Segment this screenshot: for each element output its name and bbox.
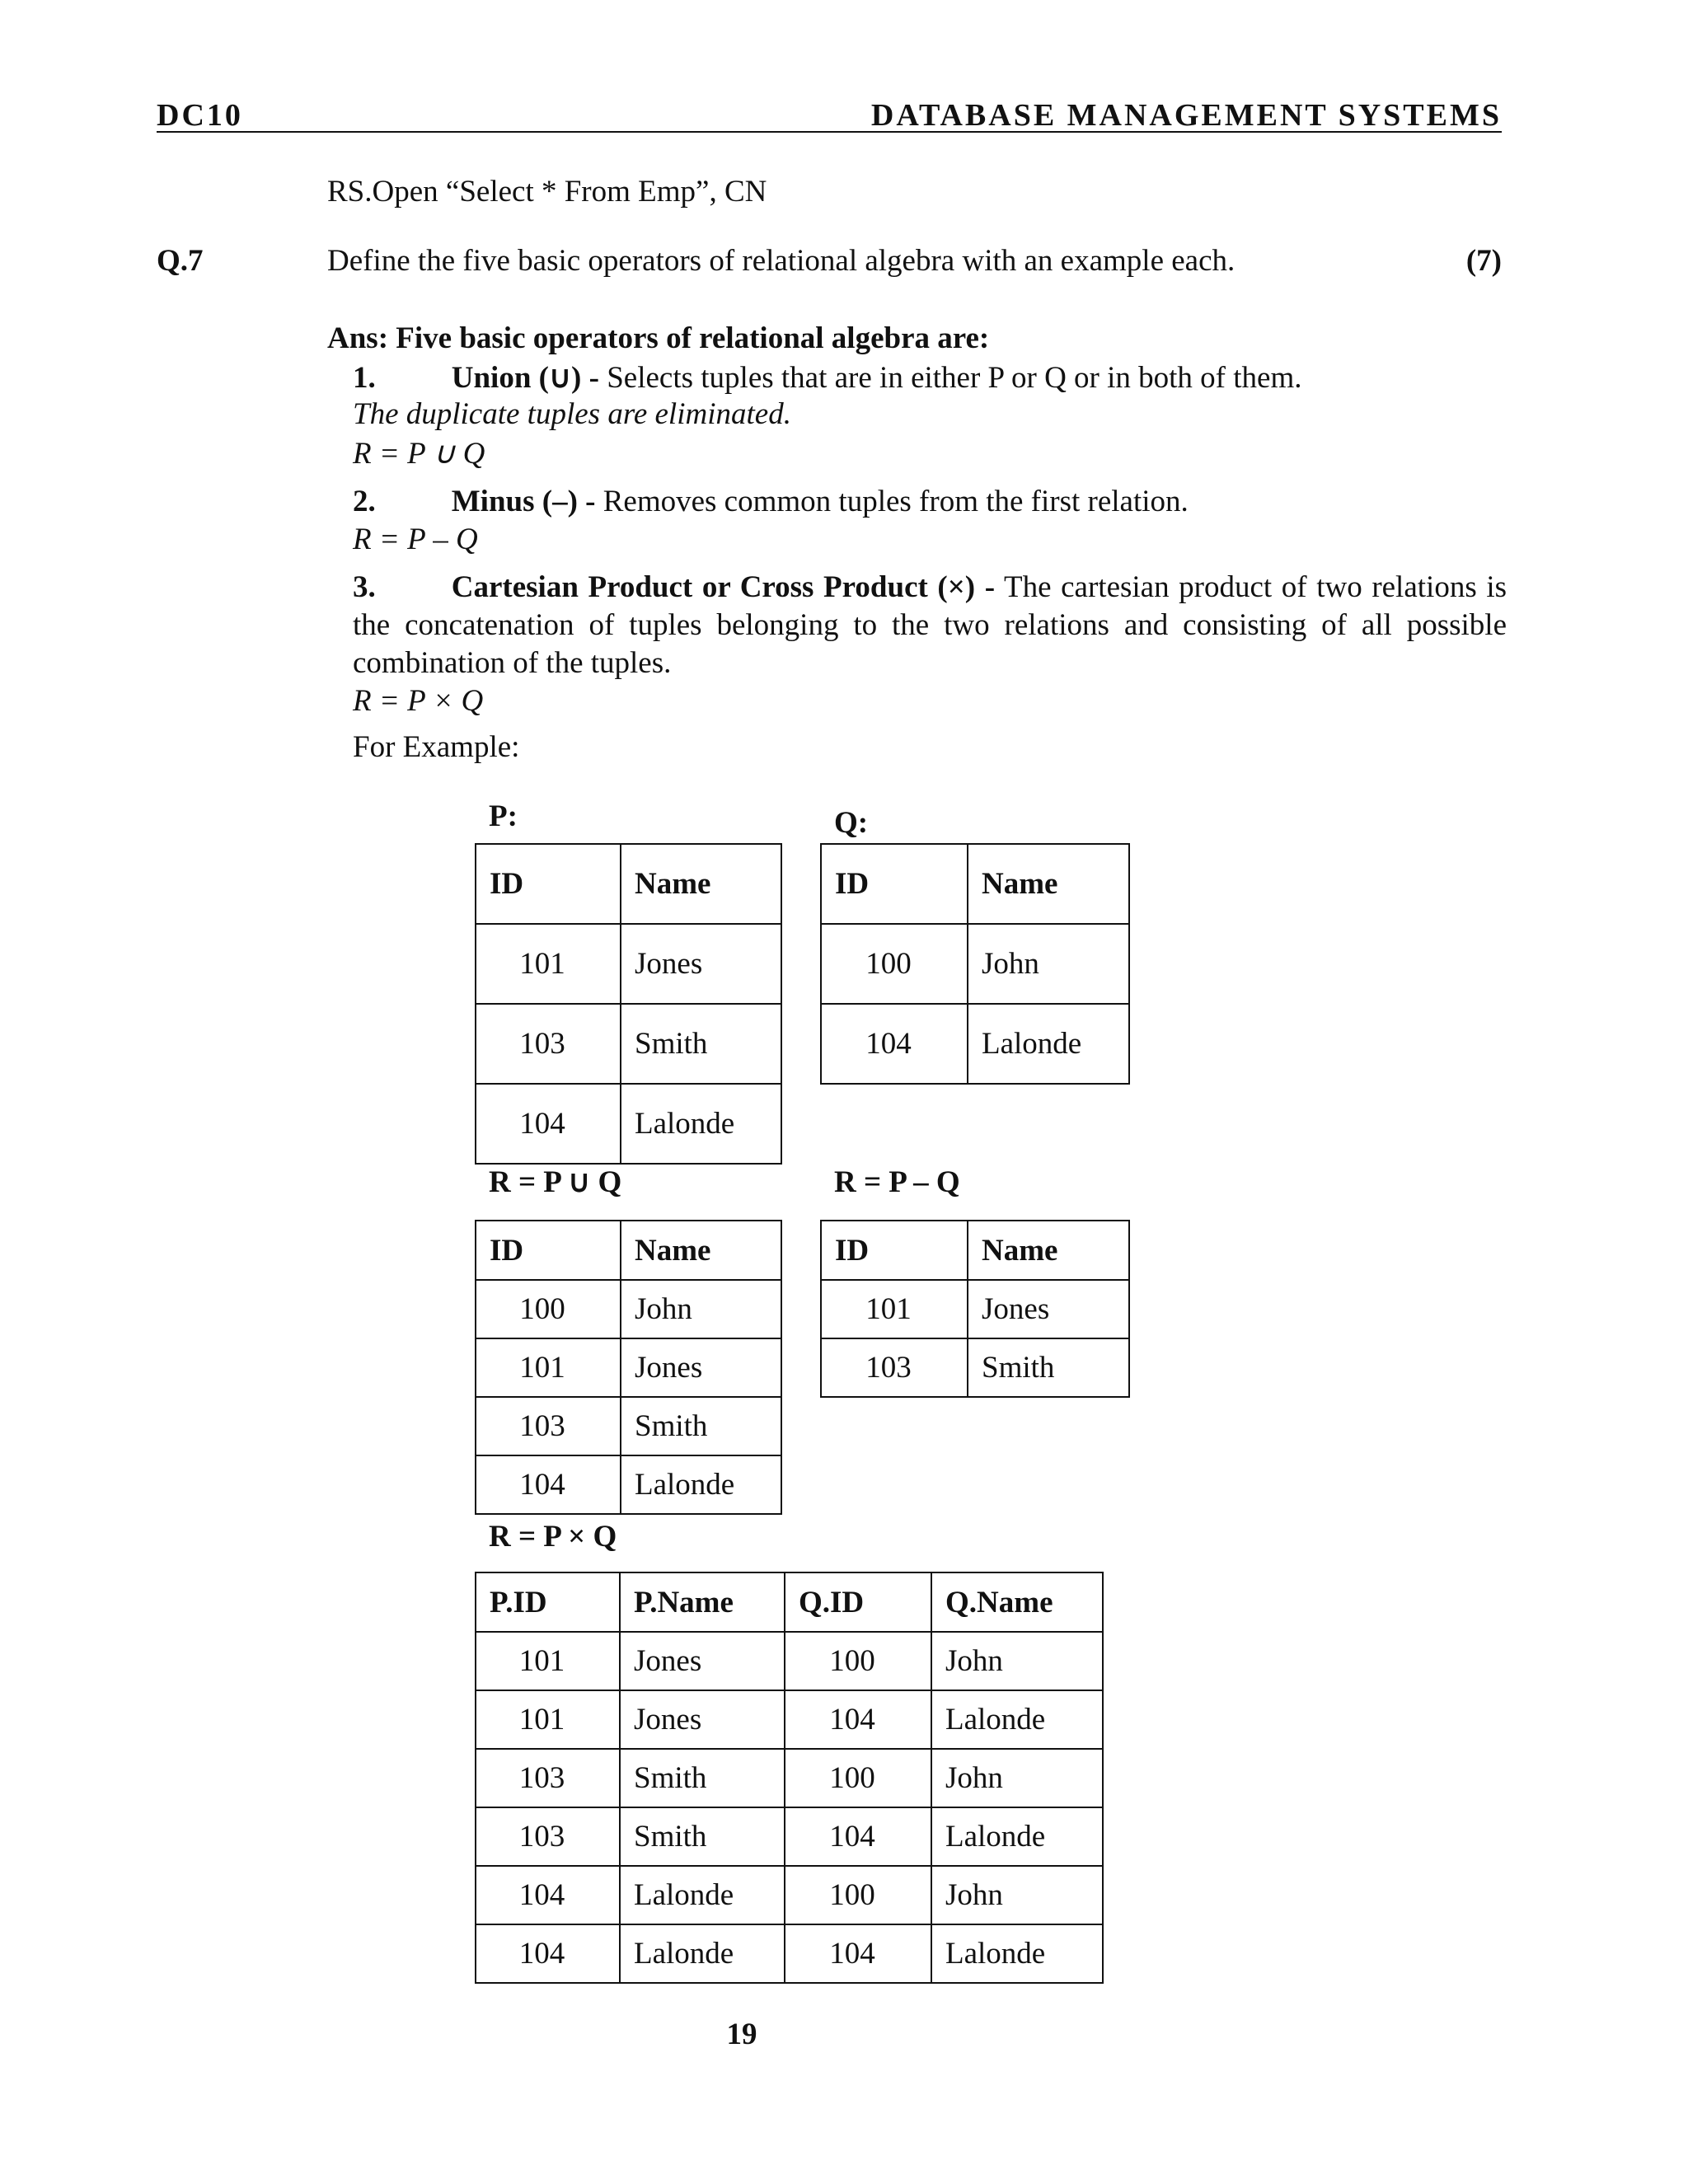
table-row [476, 1397, 781, 1455]
cell-id: 100 [821, 924, 968, 1004]
table-row [476, 1632, 1103, 1690]
cell-qid: 100 [785, 1749, 931, 1807]
cell-qid: 100 [785, 1632, 931, 1690]
table-row [476, 1866, 1103, 1924]
table-row [821, 924, 1129, 1004]
item-union-text: Selects tuples that are in either P or Q or in both of them. [607, 361, 1302, 395]
cell-id: 103 [821, 1338, 968, 1397]
item-union-formula: R = P ∪ Q [353, 437, 485, 471]
cell-qname: John [931, 1866, 1103, 1924]
cell-id: 101 [476, 924, 621, 1004]
cell-pname: Jones [620, 1632, 785, 1690]
table-minus-header-id: ID [821, 1221, 968, 1280]
table-union-header-name: Name [621, 1221, 781, 1280]
table-row [821, 1280, 1129, 1338]
cell-pid: 101 [476, 1632, 620, 1690]
table-row [821, 1338, 1129, 1397]
cell-pid: 103 [476, 1807, 620, 1866]
table-row [476, 1084, 781, 1164]
cell-id: 103 [476, 1397, 621, 1455]
table-q-label: Q: [834, 806, 869, 840]
table-union [475, 1220, 782, 1515]
table-minus-label: R = P – Q [834, 1165, 960, 1199]
table-row [476, 1690, 1103, 1749]
table-q [820, 843, 1130, 1085]
table-p-label: P: [489, 799, 518, 833]
cell-pname: Lalonde [620, 1866, 785, 1924]
item-minus [353, 483, 1189, 521]
cell-qname: John [931, 1632, 1103, 1690]
table-union-header-id: ID [476, 1221, 621, 1280]
item-minus-formula: R = P – Q [353, 523, 478, 556]
table-row [476, 1280, 781, 1338]
table-product-label: R = P × Q [489, 1520, 617, 1554]
table-product [475, 1572, 1104, 1984]
cell-name: Jones [968, 1280, 1129, 1338]
cell-name: Lalonde [968, 1004, 1129, 1084]
cell-name: Jones [621, 1338, 781, 1397]
header-rule [157, 131, 1502, 133]
table-row [476, 1455, 781, 1514]
table-row [476, 1924, 1103, 1983]
table-row [476, 1338, 781, 1397]
cell-name: Smith [968, 1338, 1129, 1397]
item-product-text: The cartesian product of two relations is the concatenation of tuples belonging to the two relations and consisting of all possible combination of the tuples. [353, 570, 1507, 680]
cell-pname: Smith [620, 1807, 785, 1866]
cell-qname: Lalonde [931, 1807, 1103, 1866]
cell-qid: 104 [785, 1807, 931, 1866]
item-product-formula: R = P × Q [353, 684, 484, 718]
item-union-note: The duplicate tuples are eliminated. [353, 397, 791, 431]
table-row [476, 924, 781, 1004]
table-product-header-pid: P.ID [476, 1572, 620, 1632]
table-q-header-name: Name [968, 844, 1129, 924]
header-course-code: DC10 [157, 98, 243, 133]
cell-id: 103 [476, 1004, 621, 1084]
cell-qid: 104 [785, 1924, 931, 1983]
cell-name: Lalonde [621, 1455, 781, 1514]
cell-id: 100 [476, 1280, 621, 1338]
table-p-header-id: ID [476, 844, 621, 924]
cell-pname: Jones [620, 1690, 785, 1749]
cell-pname: Lalonde [620, 1924, 785, 1983]
table-row [476, 1004, 781, 1084]
cell-pname: Smith [620, 1749, 785, 1807]
item-product-title: Cartesian Product or Cross Product (×) - [451, 570, 996, 604]
table-row [476, 1749, 1103, 1807]
item-union-title: Union (∪) - [451, 361, 599, 395]
cell-pid: 104 [476, 1866, 620, 1924]
example-label: For Example: [353, 730, 520, 764]
item-product-number: 3. [353, 570, 376, 604]
cell-id: 104 [476, 1084, 621, 1164]
cell-id: 104 [476, 1455, 621, 1514]
code-line: RS.Open “Select * From Emp”, CN [327, 175, 767, 209]
cell-name: Smith [621, 1397, 781, 1455]
table-product-header-pname: P.Name [620, 1572, 785, 1632]
cell-id: 104 [821, 1004, 968, 1084]
cell-id: 101 [821, 1280, 968, 1338]
table-p [475, 843, 782, 1165]
table-union-label: R = P ∪ Q [489, 1165, 622, 1199]
cell-name: John [621, 1280, 781, 1338]
question-text: Define the five basic operators of relational algebra with an example each. [327, 244, 1236, 278]
cell-id: 101 [476, 1338, 621, 1397]
cell-qname: Lalonde [931, 1924, 1103, 1983]
cell-name: Jones [621, 924, 781, 1004]
item-product [353, 569, 1507, 682]
answer-heading: Ans: Five basic operators of relational algebra are: [327, 321, 990, 355]
table-row [476, 1807, 1103, 1866]
table-minus [820, 1220, 1130, 1398]
page-number: 19 [726, 2018, 757, 2051]
table-q-header-id: ID [821, 844, 968, 924]
header-title: DATABASE MANAGEMENT SYSTEMS [870, 98, 1502, 133]
item-minus-number: 2. [353, 485, 376, 518]
cell-pid: 101 [476, 1690, 620, 1749]
item-union [353, 359, 1507, 397]
cell-qid: 104 [785, 1690, 931, 1749]
item-union-number: 1. [353, 361, 376, 395]
question-marks: (7) [1465, 244, 1502, 278]
question-number: Q.7 [157, 244, 204, 278]
cell-name: Lalonde [621, 1084, 781, 1164]
cell-name: John [968, 924, 1129, 1004]
item-minus-title: Minus (–) - [451, 485, 596, 518]
cell-qname: John [931, 1749, 1103, 1807]
table-minus-header-name: Name [968, 1221, 1129, 1280]
cell-name: Smith [621, 1004, 781, 1084]
cell-pid: 103 [476, 1749, 620, 1807]
table-product-header-qid: Q.ID [785, 1572, 931, 1632]
table-p-header-name: Name [621, 844, 781, 924]
table-row [821, 1004, 1129, 1084]
cell-pid: 104 [476, 1924, 620, 1983]
table-product-header-qname: Q.Name [931, 1572, 1103, 1632]
cell-qname: Lalonde [931, 1690, 1103, 1749]
cell-qid: 100 [785, 1866, 931, 1924]
item-minus-text: Removes common tuples from the first relation. [603, 485, 1189, 518]
